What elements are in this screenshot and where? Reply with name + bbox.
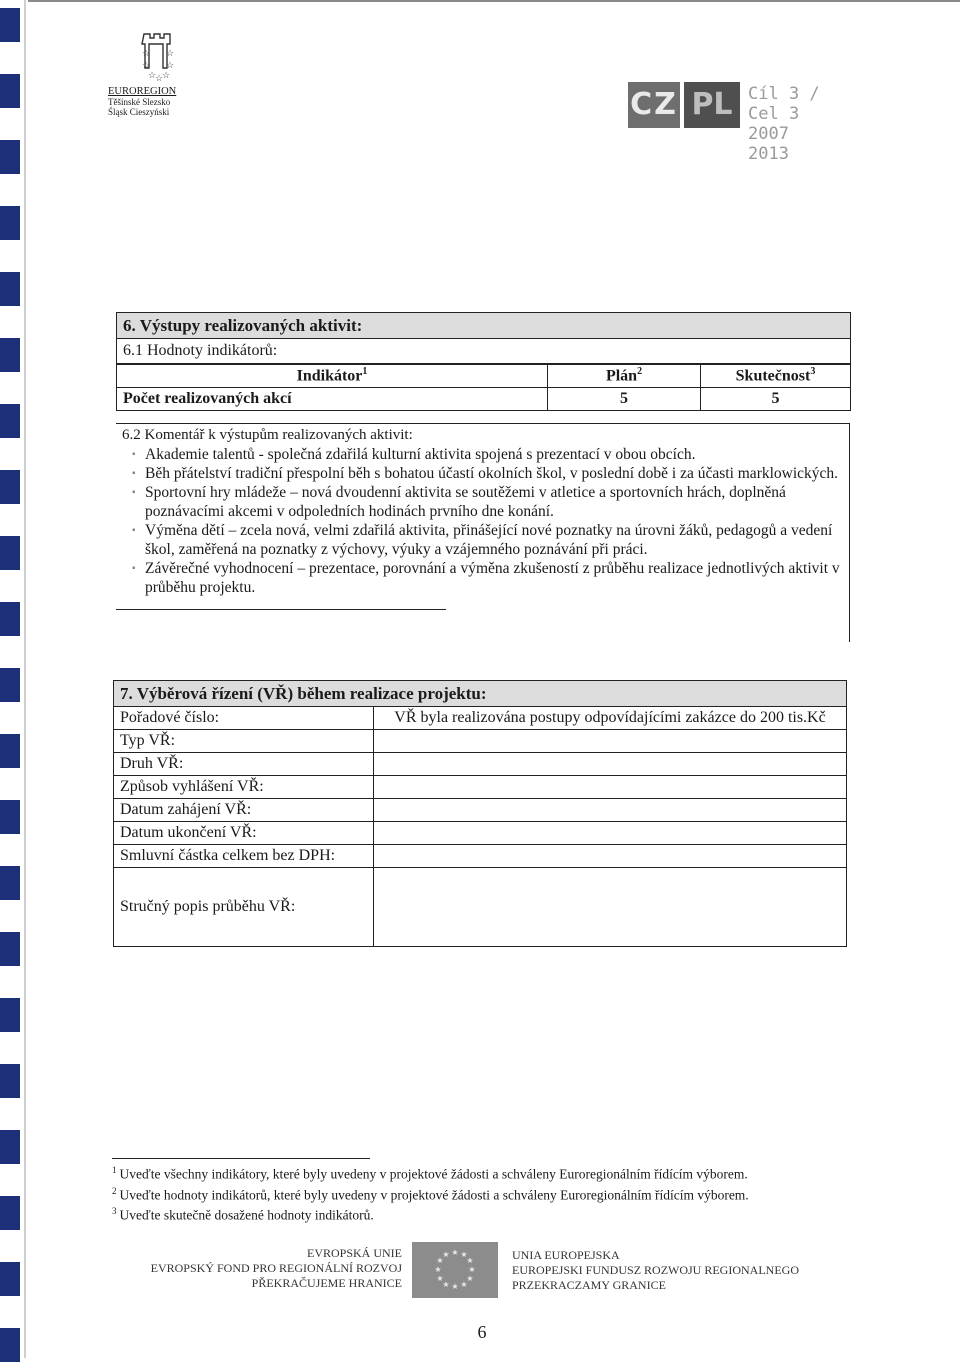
binding-tab [0, 1064, 20, 1098]
badge-cz: CZ [628, 82, 680, 128]
goal-cz: Cíl 3 [748, 84, 800, 104]
tender-label: Smluvní částka celkem bez DPH: [114, 845, 374, 868]
svg-text:★: ★ [436, 1256, 444, 1265]
svg-text:☆: ☆ [142, 48, 151, 58]
logo-subtitle-pl: Śląsk Cieszyński [108, 107, 170, 117]
list-item: ▪ Závěrečné vyhodnocení – prezentace, porovnání a výměna zkušeností z průběhu realizace jednotlivých aktivit v průběhu projektu. [128, 559, 841, 597]
col-plan-ref: 2 [637, 366, 643, 378]
tender-label: Datum zahájení VŘ: [114, 799, 374, 822]
table-row [114, 822, 846, 845]
badge-goal: Cíl 3 / Cel 3 2007 2013 [748, 84, 820, 164]
footnote-number: 3 [112, 1206, 117, 1216]
table-row [114, 730, 846, 753]
list-item: ▪ Akademie talentů - společná zdařilá kulturní aktivita spojená s prezentací v obou obcích. [128, 445, 841, 464]
col-indicator [117, 365, 548, 388]
period-end: 2013 [748, 144, 789, 164]
svg-text:☆: ☆ [148, 70, 157, 80]
eu-pl-line: UNIA EUROPEJSKA [512, 1248, 620, 1262]
footnote-number: 2 [112, 1185, 117, 1196]
eu-cz-line: EVROPSKÁ UNIE [306, 1246, 402, 1260]
table-row [114, 845, 846, 868]
col-plan-label: Plán [605, 367, 638, 385]
footnotes [112, 1162, 812, 1224]
section-7-title: 7. Výběrová řízení (VŘ) během realizace projektu: [114, 681, 846, 707]
indicator-table [117, 364, 850, 410]
binding-tab [0, 932, 20, 966]
table-row [114, 799, 846, 822]
eu-text-pl [512, 1248, 842, 1293]
binding-tab [0, 404, 20, 438]
eu-text-cz [120, 1246, 402, 1291]
col-indicator-label: Indikátor [296, 367, 363, 385]
svg-text:★: ★ [466, 1274, 474, 1283]
section-6-1-subtitle: 6.1 Hodnoty indikátorů: [117, 339, 850, 364]
table-row [114, 707, 846, 730]
comment-end-line [116, 609, 446, 610]
svg-text:★: ★ [468, 1265, 476, 1274]
tender-value [374, 799, 847, 822]
euroregion-logo [108, 30, 218, 117]
eu-cz-line: EVROPSKÝ FOND PRO REGIONÁLNÍ ROZVOJ [150, 1261, 402, 1275]
footnote [112, 1183, 812, 1204]
table-row [114, 868, 846, 947]
binding-tab [0, 536, 20, 570]
svg-text:☆: ☆ [166, 60, 175, 70]
svg-text:★: ★ [451, 1282, 459, 1291]
svg-text:★: ★ [460, 1250, 468, 1259]
tender-label: Způsob vyhlášení VŘ: [114, 776, 374, 799]
section-6-title: 6. Výstupy realizovaných aktivit: [117, 313, 850, 339]
section-6-2-title: 6.2 Komentář k výstupům realizovaných aktivit: [122, 427, 413, 443]
svg-text:★: ★ [442, 1250, 450, 1259]
col-plan [548, 365, 701, 388]
binding-tab [0, 602, 20, 636]
page-number: 6 [477, 1322, 487, 1342]
binding-tab [0, 470, 20, 504]
tender-value [374, 845, 847, 868]
binding-tab [0, 1262, 20, 1296]
binding-tab [0, 734, 20, 768]
binding-line [24, 0, 26, 1358]
eu-flag-icon [412, 1242, 498, 1298]
row-indicator: Počet realizovaných akcí [117, 388, 548, 411]
tender-value [374, 868, 847, 947]
eu-cz-line: PŘEKRAČUJEME HRANICE [251, 1276, 402, 1290]
svg-text:★: ★ [451, 1248, 459, 1257]
binding-tab [0, 74, 20, 108]
binding-tab [0, 1130, 20, 1164]
eu-pl-line: EUROPEJSKI FUNDUSZ ROZWOJU REGIONALNEGO [512, 1263, 799, 1277]
svg-text:★: ★ [466, 1256, 474, 1265]
indicator-table-header [117, 365, 850, 388]
tender-label: Datum ukončení VŘ: [114, 822, 374, 845]
col-actual [701, 365, 851, 388]
list-item: ▪ Běh přátelství tradiční přespolní běh s bohatou účastí okolních škol, v poslední době i za účasti marklowických. [128, 464, 841, 483]
castle-tower-icon [128, 30, 188, 82]
row-plan: 5 [548, 388, 701, 411]
table-row [114, 753, 846, 776]
tender-value [374, 753, 847, 776]
logo-subtitle-cz: Těšínské Slezsko [108, 97, 171, 107]
binding-tab [0, 8, 20, 42]
page-top-line [28, 0, 960, 2]
svg-text:★: ★ [434, 1265, 442, 1274]
binding-tab [0, 338, 20, 372]
section-comments [116, 423, 850, 642]
footnote-separator [112, 1158, 370, 1159]
tender-value [374, 776, 847, 799]
section-tenders [113, 680, 847, 947]
tender-label: Typ VŘ: [114, 730, 374, 753]
comment-list [116, 445, 849, 597]
period-start: 2007 [748, 124, 789, 144]
footnote-text: Uveďte skutečně dosažené hodnoty indikátorů. [119, 1207, 374, 1223]
tender-value [374, 822, 847, 845]
goal-pl: Cel 3 [748, 104, 800, 124]
logo-name: EUROREGION [108, 86, 177, 97]
col-actual-ref: 3 [810, 366, 816, 378]
tender-table [114, 707, 846, 946]
table-row [117, 388, 850, 411]
footnote-number: 1 [112, 1165, 117, 1175]
tender-value: VŘ byla realizována postupy odpovídajícími zakázce do 200 tis.Kč [394, 709, 826, 726]
table-row [114, 776, 846, 799]
list-item: ▪ Výměna dětí – zcela nová, velmi zdařilá aktivita, přinášející nové poznatky na úrovni žáků, pedagogů a vedení škol, zaměřená na poznatky z výchovy, výuky a vzájemného poznávání při práci. [128, 521, 841, 559]
svg-text:★: ★ [442, 1280, 450, 1289]
svg-text:☆: ☆ [155, 73, 164, 82]
tender-label: Druh VŘ: [114, 753, 374, 776]
footnote-text: Uveďte všechny indikátory, které byly uvedeny v projektové žádosti a schváleny Euroregionálním řídícím výborem. [119, 1166, 748, 1182]
svg-text:★: ★ [460, 1280, 468, 1289]
binding-strip [0, 0, 28, 1358]
programme-badge [628, 82, 838, 164]
svg-text:★: ★ [436, 1274, 444, 1283]
svg-text:☆: ☆ [162, 70, 171, 80]
binding-tab [0, 800, 20, 834]
binding-tab [0, 272, 20, 306]
section-outputs [116, 312, 851, 411]
col-actual-label: Skutečnost [735, 367, 811, 385]
binding-tab [0, 866, 20, 900]
badge-pl: PL [684, 82, 740, 128]
binding-tab [0, 140, 20, 174]
svg-text:☆: ☆ [166, 48, 175, 58]
footnote [112, 1203, 812, 1224]
list-item: ▪ Sportovní hry mládeže – nová dvoudenní aktivita se soutěžemi v atletice a sportovních hrách, doplněná poznávacími akcemi v odpoledních hodinách prvního dne konání. [128, 483, 841, 521]
binding-tab [0, 1196, 20, 1230]
binding-tab [0, 998, 20, 1032]
svg-text:☆: ☆ [142, 60, 151, 70]
tender-label: Stručný popis průběhu VŘ: [114, 868, 374, 947]
tender-value [374, 730, 847, 753]
footnote [112, 1162, 812, 1183]
col-indicator-ref: 1 [362, 366, 368, 378]
footnote-text: Uveďte hodnoty indikátorů, které byly uvedeny v projektové žádosti a schváleny Euroregionálním řídícím výborem. [119, 1187, 749, 1202]
tender-label: Pořadové číslo: [114, 707, 374, 730]
eu-pl-line: PRZEKRACZAMY GRANICE [512, 1278, 666, 1292]
binding-tab [0, 668, 20, 702]
row-actual: 5 [701, 388, 851, 411]
binding-tab [0, 1328, 20, 1362]
binding-tab [0, 206, 20, 240]
